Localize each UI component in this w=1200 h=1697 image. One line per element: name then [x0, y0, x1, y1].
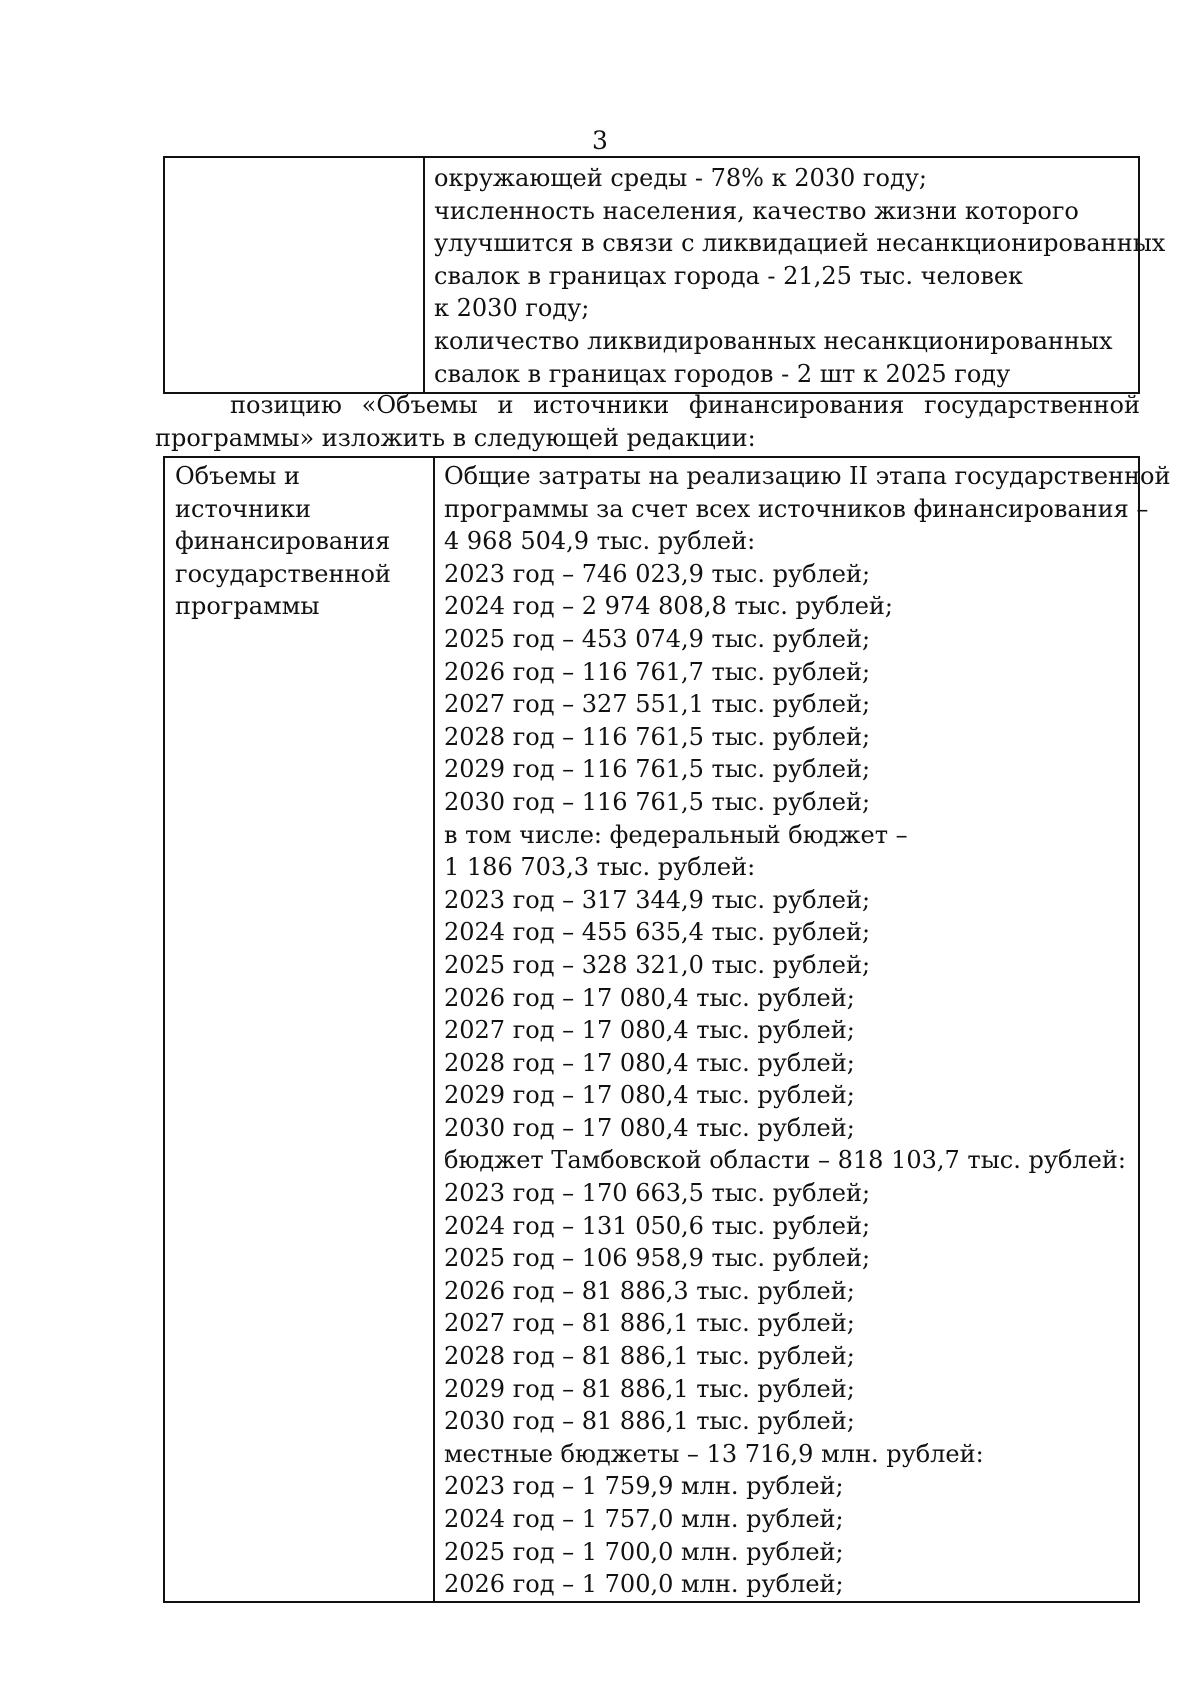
- empty-left-cell: [164, 157, 424, 393]
- financing-line: 2029 год – 81 886,1 тыс. рублей;: [444, 1374, 855, 1403]
- financing-line: программы за счет всех источников финансирования –: [444, 494, 1149, 523]
- financing-line: 1 186 703,3 тыс. рублей:: [444, 853, 756, 882]
- financing-line: 2023 год – 317 344,9 тыс. рублей;: [444, 885, 871, 914]
- text-line: количество ликвидированных несанкционированных: [434, 326, 1113, 355]
- page-number: 3: [592, 126, 608, 155]
- financing-line: 2028 год – 116 761,5 тыс. рублей;: [444, 722, 871, 751]
- financing-line: 2023 год – 1 759,9 млн. рублей;: [444, 1472, 844, 1501]
- financing-line: 2027 год – 17 080,4 тыс. рублей;: [444, 1016, 855, 1045]
- text-line: к 2030 году;: [434, 294, 590, 323]
- financing-line: 2023 год – 746 023,9 тыс. рублей;: [444, 559, 871, 588]
- financing-line: 2025 год – 106 958,9 тыс. рублей;: [444, 1244, 871, 1273]
- financing-line: 2028 год – 81 886,1 тыс. рублей;: [444, 1342, 855, 1371]
- financing-line: 2025 год – 1 700,0 млн. рублей;: [444, 1537, 844, 1566]
- financing-line: 2023 год – 170 663,5 тыс. рублей;: [444, 1179, 871, 1208]
- text-line: свалок в границах городов - 2 шт к 2025 году: [434, 359, 1011, 388]
- financing-line: 2024 год – 2 974 808,8 тыс. рублей;: [444, 592, 893, 621]
- financing-line: 2030 год – 81 886,1 тыс. рублей;: [444, 1407, 855, 1436]
- financing-line: Общие затраты на реализацию II этапа государственной: [444, 462, 1171, 490]
- financing-line: 2024 год – 131 050,6 тыс. рублей;: [444, 1211, 871, 1240]
- label-line: программы: [175, 592, 320, 621]
- text-line: численность населения, качество жизни которого: [434, 196, 1079, 225]
- label-line: государственной: [175, 559, 391, 588]
- financing-line: 2026 год – 1 700,0 млн. рублей;: [444, 1570, 844, 1599]
- financing-line: 2028 год – 17 080,4 тыс. рублей;: [444, 1048, 855, 1077]
- label-line: Объемы и: [175, 462, 300, 490]
- financing-line: 4 968 504,9 тыс. рублей:: [444, 527, 756, 556]
- financing-line: 2026 год – 17 080,4 тыс. рублей;: [444, 983, 855, 1012]
- financing-line: бюджет Тамбовской области – 818 103,7 тыс. рублей:: [444, 1146, 1126, 1175]
- financing-table: [163, 456, 1171, 1603]
- financing-line: в том числе: федеральный бюджет –: [444, 820, 908, 849]
- label-line: финансирования: [175, 527, 391, 556]
- intro-line-1: позицию «Объемы и источники финансирования государственной: [230, 391, 1140, 419]
- indicators-cell: [424, 157, 1166, 393]
- financing-line: 2030 год – 116 761,5 тыс. рублей;: [444, 787, 871, 816]
- financing-line: 2026 год – 81 886,3 тыс. рублей;: [444, 1276, 855, 1305]
- label-line: источники: [175, 494, 312, 523]
- financing-label-cell: [164, 457, 434, 1602]
- financing-line: 2029 год – 17 080,4 тыс. рублей;: [444, 1081, 855, 1110]
- financing-line: местные бюджеты – 13 716,9 млн. рублей:: [444, 1439, 984, 1468]
- text-line: свалок в границах города - 21,25 тыс. человек: [434, 261, 1024, 290]
- text-line: улучшится в связи с ликвидацией несанкционированных: [434, 229, 1166, 258]
- financing-line: 2024 год – 455 635,4 тыс. рублей;: [444, 918, 871, 947]
- intro-line-2: программы» изложить в следующей редакции:: [155, 424, 756, 452]
- financing-line: 2029 год – 116 761,5 тыс. рублей;: [444, 755, 871, 784]
- financing-line: 2027 год – 327 551,1 тыс. рублей;: [444, 690, 871, 719]
- financing-line: 2025 год – 453 074,9 тыс. рублей;: [444, 624, 871, 653]
- table-row: [164, 457, 1139, 1602]
- financing-line: 2027 год – 81 886,1 тыс. рублей;: [444, 1309, 855, 1338]
- intro-paragraph: [155, 389, 1140, 455]
- table-row: [164, 157, 1139, 393]
- financing-values-cell: [434, 457, 1171, 1602]
- financing-line: 2024 год – 1 757,0 млн. рублей;: [444, 1505, 844, 1533]
- financing-line: 2025 год – 328 321,0 тыс. рублей;: [444, 950, 871, 979]
- text-line: окружающей среды - 78% к 2030 году;: [434, 164, 927, 192]
- financing-line: 2026 год – 116 761,7 тыс. рублей;: [444, 657, 871, 686]
- financing-line: 2030 год – 17 080,4 тыс. рублей;: [444, 1113, 855, 1142]
- indicators-table-continuation: [163, 156, 1166, 394]
